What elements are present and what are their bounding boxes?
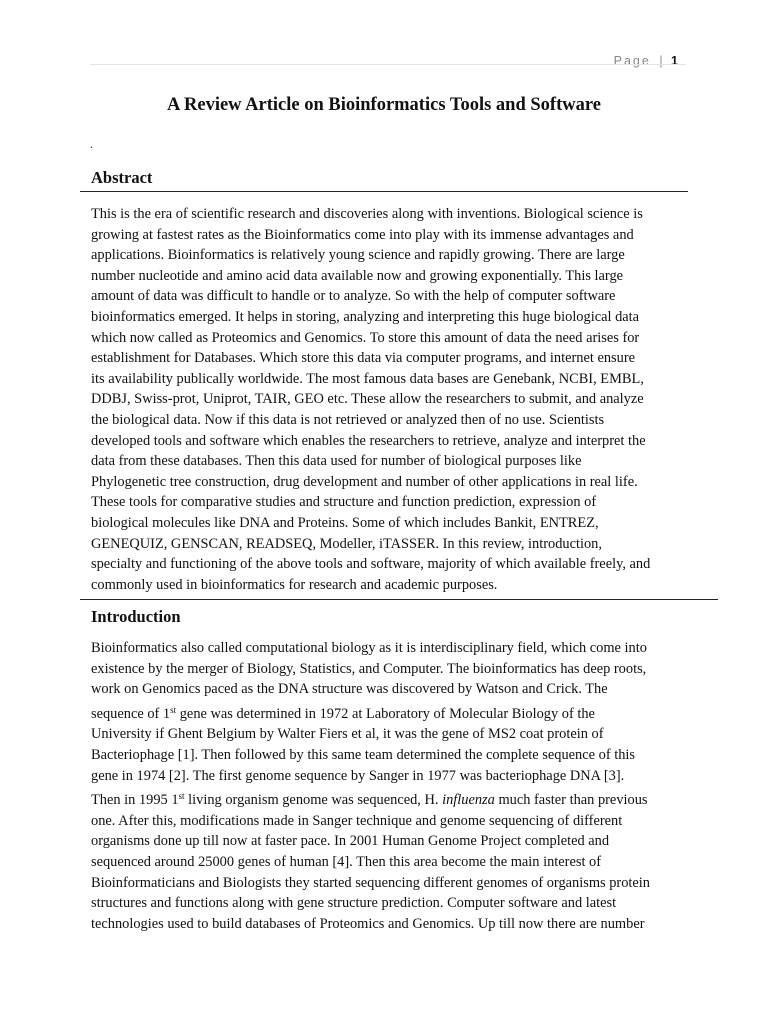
- page-separator: |: [659, 54, 663, 68]
- page-header: [614, 54, 678, 68]
- abstract-line: bioinformatics emerged. It helps in storing, analyzing and interpreting this huge biological data: [91, 308, 640, 325]
- abstract-line: developed tools and software which enables the researchers to retrieve, analyze and interpret the: [91, 432, 646, 449]
- page-number: 1: [671, 54, 678, 68]
- abstract-line: This is the era of scientific research and discoveries along with inventions. Biological science is: [91, 206, 643, 222]
- introduction-heading: Introduction: [91, 607, 181, 626]
- intro-line: work on Genomics paced as the DNA structure was discovered by Watson and Crick. The: [91, 681, 608, 698]
- intro-line: [91, 700, 689, 725]
- abstract-line: applications. Bioinformatics is relatively young science and rapidly growing. There are large: [91, 247, 625, 264]
- intro-text-run: Then in 1995 1: [91, 792, 179, 809]
- abstract-line: biological molecules like DNA and Proteins. Some of which includes Bankit, ENTREZ,: [91, 514, 599, 531]
- abstract-rule: [80, 191, 688, 192]
- abstract-line: Phylogenetic tree construction, drug development and number of other applications in real life.: [91, 473, 638, 490]
- superscript: st: [178, 791, 185, 802]
- intro-line: [91, 786, 689, 811]
- intro-line: Bioinformatics also called computational biology as it is interdisciplinary field, which come into: [91, 640, 647, 656]
- abstract-line: DDBJ, Swiss-prot, Uniprot, TAIR, GEO etc. These allow the researchers to submit, and analyze: [91, 391, 644, 408]
- abstract-line: commonly used in bioinformatics for research and academic purposes.: [91, 576, 498, 593]
- intro-line: one. After this, modifications made in Sanger technique and genome sequencing of different: [91, 812, 623, 829]
- stray-mark: .: [90, 137, 93, 151]
- intro-line: sequenced around 25000 genes of human [4]. Then this area become the main interest of: [91, 853, 602, 870]
- article-title: A Review Article on Bioinformatics Tools and Software: [167, 95, 601, 115]
- abstract-line: which now called as Proteomics and Genomics. To store this amount of data the need arises for: [91, 329, 640, 346]
- page-label: Page: [613, 54, 651, 68]
- abstract-line: amount of data was difficult to handle or to analyze. So with the help of computer software: [91, 288, 616, 305]
- abstract-line: specialty and functioning of the above tools and software, majority of which available freely, and: [91, 556, 651, 573]
- intro-line: existence by the merger of Biology, Statistics, and Computer. The bioinformatics has deep roots,: [91, 660, 647, 677]
- intro-line: Bacteriophage [1]. Then followed by this same team determined the complete sequence of this: [91, 746, 635, 763]
- abstract-line: growing at fastest rates as the Bioinformatics come into play with its immense advantages and: [91, 226, 634, 243]
- introduction-rule: [80, 599, 718, 600]
- italic-species-name: influenza: [442, 792, 495, 809]
- abstract-heading: Abstract: [91, 168, 153, 187]
- intro-text-run: gene was determined in 1972 at Laboratory of Molecular Biology of the: [176, 705, 595, 722]
- intro-text-run: much faster than previous: [494, 792, 648, 809]
- abstract-line: data from these databases. Then this data used for number of biological purposes like: [91, 453, 582, 470]
- abstract-line: its availability publically worldwide. The most famous data bases are Genebank, NCBI, EMBL,: [91, 370, 644, 387]
- abstract-line: GENEQUIZ, GENSCAN, READSEQ, Modeller, iTASSER. In this review, introduction,: [91, 535, 602, 552]
- intro-line: technologies used to build databases of Proteomics and Genomics. Up till now there are number: [91, 915, 645, 932]
- intro-text-run: sequence of 1: [91, 705, 171, 722]
- intro-line: University if Ghent Belgium by Walter Fiers et al, it was the gene of MS2 coat protein of: [91, 726, 604, 743]
- abstract-line: number nucleotide and amino acid data available now and growing exponentially. This large: [91, 267, 624, 284]
- superscript: st: [170, 704, 177, 715]
- intro-text-run: living organism genome was sequenced, H.: [184, 792, 443, 809]
- intro-line: structures and functions along with gene structure prediction. Computer software and latest: [91, 895, 617, 912]
- intro-line: organisms done up till now at faster pace. In 2001 Human Genome Project completed and: [91, 833, 610, 850]
- introduction-text: [91, 638, 689, 934]
- intro-line: gene in 1974 [2]. The first genome sequence by Sanger in 1977 was bacteriophage DNA [3].: [91, 767, 625, 784]
- abstract-line: These tools for comparative studies and structure and function prediction, expression of: [91, 494, 597, 511]
- abstract-text: [91, 204, 689, 595]
- abstract-line: the biological data. Now if this data is not retrieved or analyzed then of no use. Scientists: [91, 411, 605, 428]
- header-rule: [90, 64, 686, 65]
- abstract-line: establishment for Databases. Which store this data via computer programs, and internet ensure: [91, 350, 636, 367]
- intro-line: Bioinformaticians and Biologists they started sequencing different genomes of organisms protein: [91, 874, 650, 891]
